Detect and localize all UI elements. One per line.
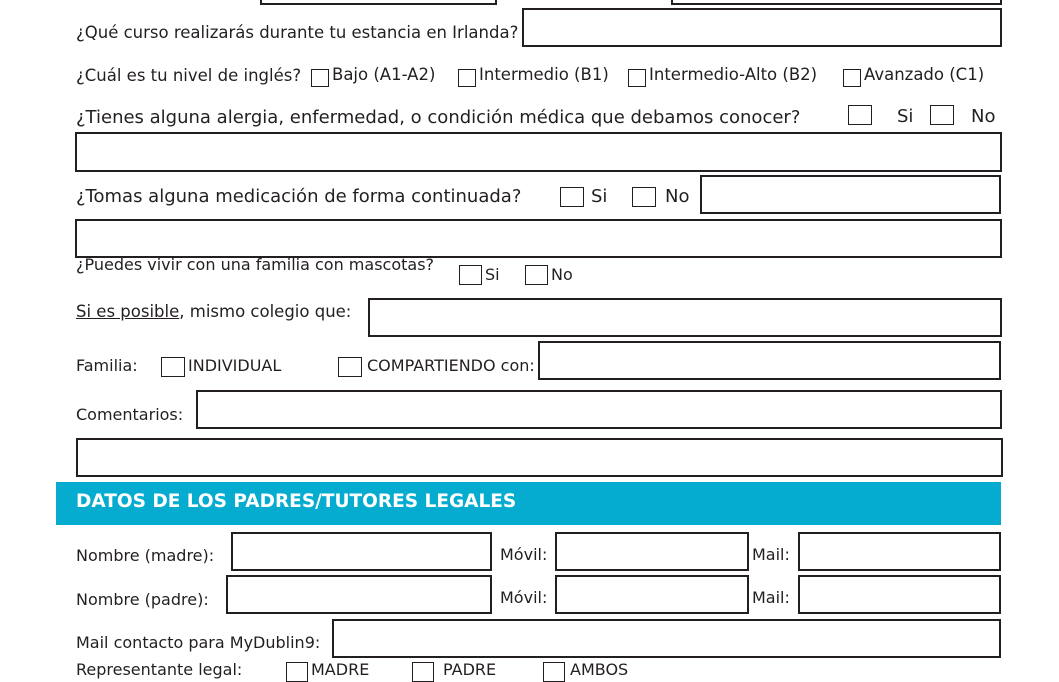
allergy-yes-label: Si <box>897 106 914 127</box>
father-mail-label: Mail: <box>752 588 790 607</box>
level-checkbox-b1[interactable] <box>458 69 476 87</box>
medication-question: ¿Tomas alguna medicación de forma continuada? <box>76 186 522 207</box>
level-label-c1: Avanzado (C1) <box>864 65 985 84</box>
mother-mobile-input[interactable] <box>555 532 749 571</box>
legal-rep-father-label: PADRE <box>443 660 497 679</box>
previous-field-right[interactable] <box>671 0 1002 5</box>
mother-name-input[interactable] <box>231 532 492 571</box>
legal-rep-mother-checkbox[interactable] <box>286 662 308 682</box>
medication-no-label: No <box>665 186 690 207</box>
mother-name-label: Nombre (madre): <box>76 546 215 565</box>
pets-yes-checkbox[interactable] <box>459 265 482 285</box>
allergy-yes-checkbox[interactable] <box>848 105 872 125</box>
pets-no-checkbox[interactable] <box>525 265 548 285</box>
comments-label: Comentarios: <box>76 405 184 424</box>
comments-input-2[interactable] <box>76 438 1003 477</box>
family-shared-checkbox[interactable] <box>338 357 362 377</box>
medication-yes-label: Si <box>591 186 608 207</box>
legal-rep-mother-label: MADRE <box>311 660 370 679</box>
same-school-label <box>76 302 351 322</box>
legal-rep-label: Representante legal: <box>76 660 243 679</box>
legal-rep-both-label: AMBOS <box>570 660 629 679</box>
mother-mail-label: Mail: <box>752 545 790 564</box>
father-mobile-input[interactable] <box>555 575 749 614</box>
allergy-details-input[interactable] <box>75 132 1002 172</box>
course-question: ¿Qué curso realizarás durante tu estancia en Irlanda? <box>76 23 519 42</box>
comments-input[interactable] <box>196 390 1002 429</box>
same-school-rest: , mismo colegio que: <box>179 302 352 321</box>
course-input[interactable] <box>522 8 1002 47</box>
father-name-input[interactable] <box>226 575 492 614</box>
level-checkbox-a1a2[interactable] <box>311 69 329 87</box>
legal-rep-father-checkbox[interactable] <box>412 662 434 682</box>
medication-yes-checkbox[interactable] <box>560 187 584 207</box>
parents-section-title: DATOS DE LOS PADRES/TUTORES LEGALES <box>76 491 517 512</box>
pets-question: ¿Puedes vivir con una familia con mascotas? <box>76 255 435 274</box>
family-shared-input[interactable] <box>538 341 1001 380</box>
mother-mobile-label: Móvil: <box>500 545 548 564</box>
father-name-label: Nombre (padre): <box>76 590 209 609</box>
level-label-b2: Intermedio-Alto (B2) <box>649 65 818 84</box>
previous-field-left[interactable] <box>260 0 497 5</box>
same-school-input[interactable] <box>368 298 1002 337</box>
allergy-no-label: No <box>971 106 996 127</box>
family-label: Familia: <box>76 356 138 375</box>
level-label-a1a2: Bajo (A1-A2) <box>332 65 436 84</box>
medication-no-checkbox[interactable] <box>632 187 656 207</box>
level-checkbox-c1[interactable] <box>843 69 861 87</box>
medication-details-input[interactable] <box>75 219 1002 258</box>
contact-mail-input[interactable] <box>332 619 1001 658</box>
family-shared-label: COMPARTIENDO con: <box>367 356 535 375</box>
same-school-prefix: Si es posible <box>76 302 180 321</box>
contact-mail-label: Mail contacto para MyDublin9: <box>76 633 321 652</box>
family-individual-label: INDIVIDUAL <box>188 356 282 375</box>
pets-no-label: No <box>551 265 573 284</box>
level-label-b1: Intermedio (B1) <box>479 65 609 84</box>
level-checkbox-b2[interactable] <box>628 69 646 87</box>
pets-yes-label: Si <box>485 265 500 284</box>
mother-mail-input[interactable] <box>798 532 1001 571</box>
legal-rep-both-checkbox[interactable] <box>543 662 565 682</box>
english-level-question: ¿Cuál es tu nivel de inglés? <box>76 66 302 85</box>
family-individual-checkbox[interactable] <box>161 357 185 377</box>
father-mobile-label: Móvil: <box>500 588 548 607</box>
allergy-no-checkbox[interactable] <box>930 105 954 125</box>
allergy-question: ¿Tienes alguna alergia, enfermedad, o condición médica que debamos conocer? <box>76 107 801 128</box>
medication-inline-input[interactable] <box>700 175 1001 214</box>
father-mail-input[interactable] <box>798 575 1001 614</box>
